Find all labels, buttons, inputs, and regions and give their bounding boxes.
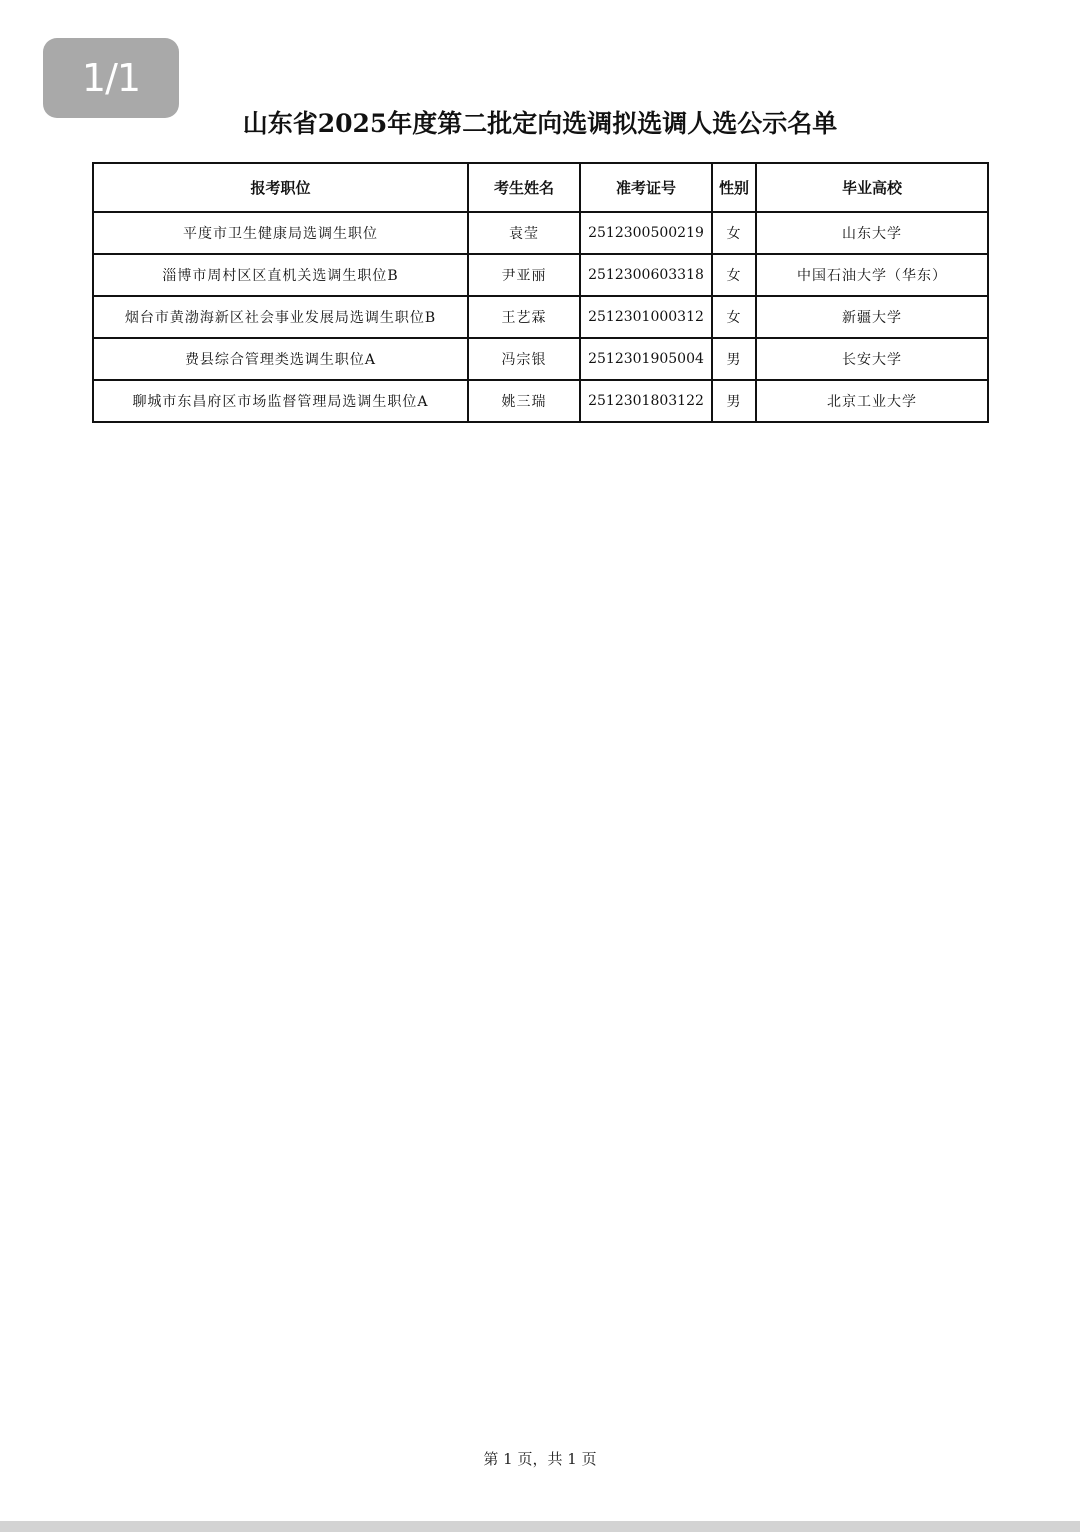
cell-name: 冯宗银 <box>468 338 580 380</box>
cell-gender: 男 <box>712 380 756 422</box>
page-indicator: 1/1 <box>43 38 179 118</box>
cell-university: 北京工业大学 <box>756 380 988 422</box>
table-row <box>93 254 988 296</box>
cell-exam-id: 2512301905004 <box>580 338 712 380</box>
cell-position: 平度市卫生健康局选调生职位 <box>93 212 468 254</box>
cell-exam-id: 2512301000312 <box>580 296 712 338</box>
cell-name: 王艺霖 <box>468 296 580 338</box>
column-header-university: 毕业高校 <box>756 163 988 212</box>
table-row <box>93 338 988 380</box>
table-row <box>93 212 988 254</box>
cell-position: 淄博市周村区区直机关选调生职位B <box>93 254 468 296</box>
candidate-table <box>92 162 989 423</box>
cell-university: 中国石油大学（华东） <box>756 254 988 296</box>
column-header-position: 报考职位 <box>93 163 468 212</box>
cell-gender: 女 <box>712 212 756 254</box>
cell-university: 山东大学 <box>756 212 988 254</box>
cell-gender: 女 <box>712 296 756 338</box>
page-footer: 第 1 页，共 1 页 <box>483 1450 597 1468</box>
cell-position: 费县综合管理类选调生职位A <box>93 338 468 380</box>
column-header-gender: 性别 <box>712 163 756 212</box>
cell-gender: 男 <box>712 338 756 380</box>
cell-exam-id: 2512300500219 <box>580 212 712 254</box>
cell-gender: 女 <box>712 254 756 296</box>
viewer-scrollbar[interactable] <box>0 1521 1080 1532</box>
cell-university: 长安大学 <box>756 338 988 380</box>
cell-name: 姚三瑞 <box>468 380 580 422</box>
cell-exam-id: 2512301803122 <box>580 380 712 422</box>
cell-university: 新疆大学 <box>756 296 988 338</box>
cell-name: 袁莹 <box>468 212 580 254</box>
cell-position: 烟台市黄渤海新区社会事业发展局选调生职位B <box>93 296 468 338</box>
table-header-row <box>93 163 988 212</box>
table-row <box>93 380 988 422</box>
cell-position: 聊城市东昌府区市场监督管理局选调生职位A <box>93 380 468 422</box>
document-title: 山东省2025年度第二批定向选调拟选调人选公示名单 <box>242 109 838 138</box>
column-header-exam-id: 准考证号 <box>580 163 712 212</box>
cell-name: 尹亚丽 <box>468 254 580 296</box>
cell-exam-id: 2512300603318 <box>580 254 712 296</box>
table-row <box>93 296 988 338</box>
column-header-name: 考生姓名 <box>468 163 580 212</box>
